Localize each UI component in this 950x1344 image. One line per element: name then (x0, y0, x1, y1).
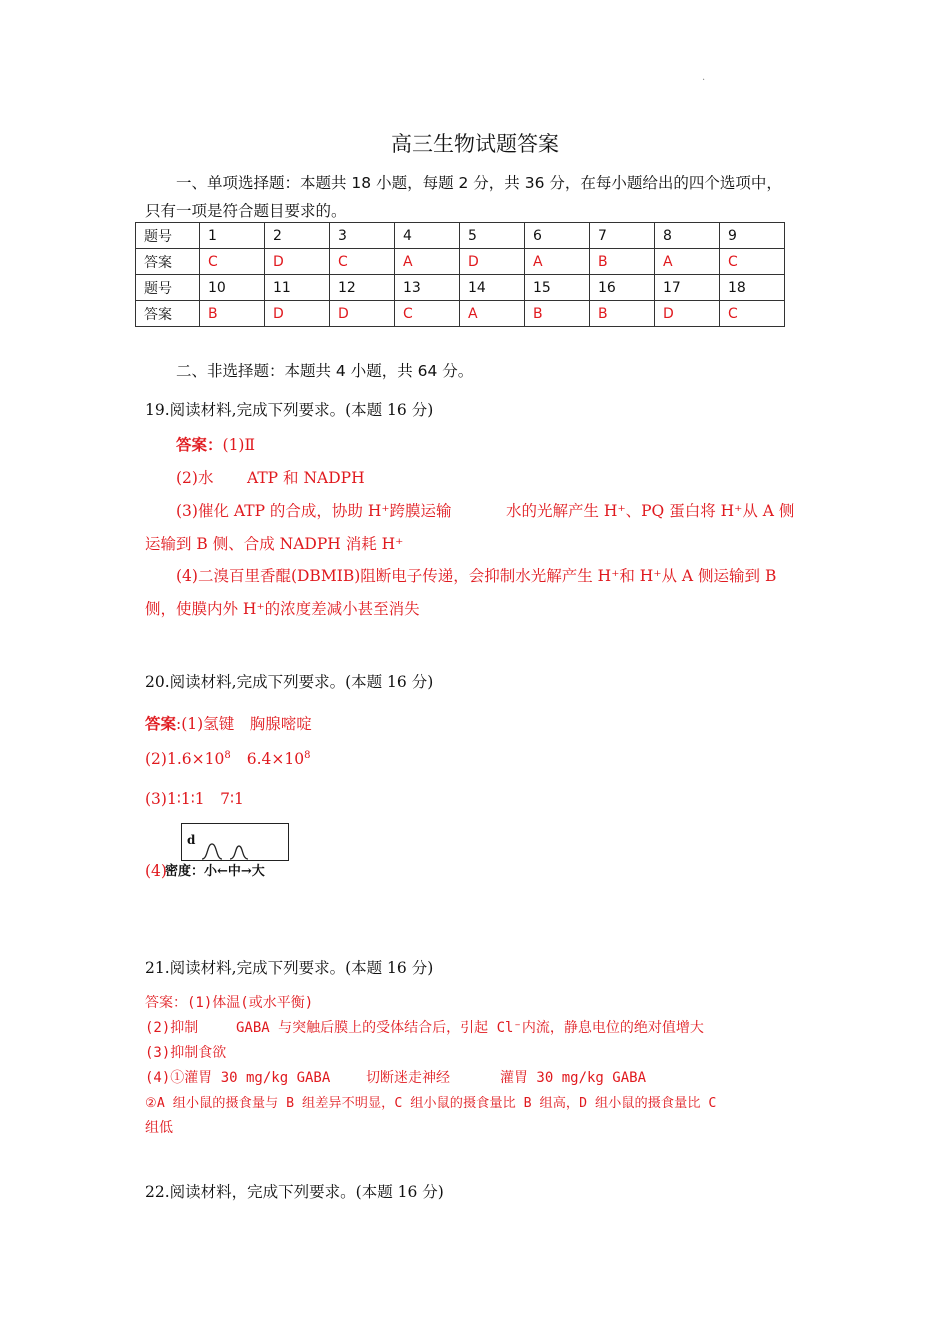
answer-table (135, 222, 785, 327)
table-cell: D (330, 301, 395, 327)
q19-answer-2b: ATP 和 NADPH (247, 469, 365, 487)
section1-intro-line2: 只有一项是符合题目要求的。 (145, 202, 347, 220)
q21-answer-4b: 切断迷走神经 (366, 1070, 450, 1086)
table-cell: C (395, 301, 460, 327)
table-row-label: 题号 (136, 223, 200, 249)
section1-intro-line1: 一、单项选择题：本题共 18 小题，每题 2 分，共 36 分，在每小题给出的四个选项中， (176, 174, 782, 192)
q21-answer-3: (3)抑制食欲 (145, 1045, 227, 1061)
table-cell: B (525, 301, 590, 327)
table-cell: D (265, 301, 330, 327)
table-cell: 4 (395, 223, 460, 249)
table-cell: 15 (525, 275, 590, 301)
q20-answer-2 (145, 750, 310, 768)
q21-answer-5b: 组低 (145, 1120, 173, 1136)
q21-answer-4c: 灌胃 30 mg/kg GABA (500, 1070, 647, 1086)
q20-answer-1 (145, 712, 312, 734)
q21-answer-5a: ②A 组小鼠的摄食量与 B 组差异不明显，C 组小鼠的摄食量比 B 组高，D 组小鼠的摄食量比 C (145, 1096, 717, 1111)
q21-answer-2b: GABA 与突触后膜上的受体结合后，引起 Cl⁻内流，静息电位的绝对值增大 (236, 1020, 704, 1036)
table-row (136, 249, 785, 275)
table-cell: 12 (330, 275, 395, 301)
table-cell: 2 (265, 223, 330, 249)
table-cell: 8 (655, 223, 720, 249)
density-bands-graphic (182, 824, 288, 860)
figure-letter: d (187, 833, 196, 847)
table-cell: C (720, 301, 785, 327)
table-cell: 10 (200, 275, 265, 301)
q20-answer-2b-exp: 8 (304, 750, 311, 761)
q20-title: 20.阅读材料,完成下列要求。(本题 16 分) (145, 673, 434, 691)
table-cell: 14 (460, 275, 525, 301)
q21-answer-4a: (4)①灌胃 30 mg/kg GABA (145, 1070, 331, 1086)
q22-title: 22.阅读材料，完成下列要求。(本题 16 分) (145, 1183, 444, 1201)
table-cell: A (395, 249, 460, 275)
table-row-label: 答案 (136, 301, 200, 327)
table-row (136, 275, 785, 301)
page-title: 高三生物试题答案 (391, 132, 559, 156)
table-cell: 16 (590, 275, 655, 301)
q20-answer-1-text: :(1)氢键 胸腺嘧啶 (176, 715, 312, 733)
q20-answer-label: 答案 (145, 715, 177, 733)
table-cell: C (200, 249, 265, 275)
q20-answer-2a-exp: 8 (224, 750, 231, 761)
q20-answer-3: (3)1∶1∶1 7∶1 (145, 790, 244, 808)
table-cell: 17 (655, 275, 720, 301)
table-cell: 3 (330, 223, 395, 249)
q19-answer-1 (176, 433, 255, 455)
q19-answer-3a: (3)催化 ATP 的合成，协助 H⁺跨膜运输 (176, 502, 452, 520)
table-row-label: 答案 (136, 249, 200, 275)
q20-answer-2a: (2)1.6×10 (145, 750, 225, 769)
density-figure (181, 823, 289, 861)
table-row-label: 题号 (136, 275, 200, 301)
q19-answer-4a: (4)二溴百里香醌(DBMIB)阻断电子传递，会抑制水光解产生 H⁺和 H⁺从 A 侧运输到 B (176, 567, 777, 585)
table-cell: B (590, 249, 655, 275)
table-cell: B (590, 301, 655, 327)
q19-answer-label: 答案： (176, 436, 223, 454)
q19-answer-1-text: (1)Ⅱ (222, 436, 256, 454)
q19-answer-3c: 运输到 B 侧、合成 NADPH 消耗 H⁺ (145, 535, 404, 553)
header-dot: . (702, 72, 706, 83)
q20-answer-2b: 6.4×10 (246, 750, 305, 769)
table-cell: A (460, 301, 525, 327)
table-cell: C (720, 249, 785, 275)
figure-caption: 密度：小←中→大 (165, 864, 265, 879)
section2-heading: 二、非选择题：本题共 4 小题，共 64 分。 (176, 362, 474, 380)
table-cell: 11 (265, 275, 330, 301)
table-cell: D (265, 249, 330, 275)
table-cell: 5 (460, 223, 525, 249)
table-cell: A (525, 249, 590, 275)
table-cell: 1 (200, 223, 265, 249)
table-cell: C (330, 249, 395, 275)
q21-title: 21.阅读材料,完成下列要求。(本题 16 分) (145, 959, 434, 977)
q19-answer-2a: (2)水 (176, 469, 214, 487)
table-cell: A (655, 249, 720, 275)
q19-answer-4b: 侧，使膜内外 H⁺的浓度差减小甚至消失 (145, 600, 420, 618)
table-cell: D (460, 249, 525, 275)
table-row (136, 223, 785, 249)
table-cell: 6 (525, 223, 590, 249)
table-cell: 9 (720, 223, 785, 249)
q21-answer-1: 答案：(1)体温(或水平衡) (145, 995, 314, 1011)
q21-answer-2a: (2)抑制 (145, 1020, 199, 1036)
q20-answer-4: (4) (145, 862, 167, 880)
table-cell: D (655, 301, 720, 327)
table-cell: 13 (395, 275, 460, 301)
table-cell: 18 (720, 275, 785, 301)
q19-title: 19.阅读材料,完成下列要求。(本题 16 分) (145, 401, 434, 419)
table-cell: 7 (590, 223, 655, 249)
q19-answer-3b: 水的光解产生 H⁺、PQ 蛋白将 H⁺从 A 侧 (506, 502, 795, 520)
table-cell: B (200, 301, 265, 327)
table-row (136, 301, 785, 327)
